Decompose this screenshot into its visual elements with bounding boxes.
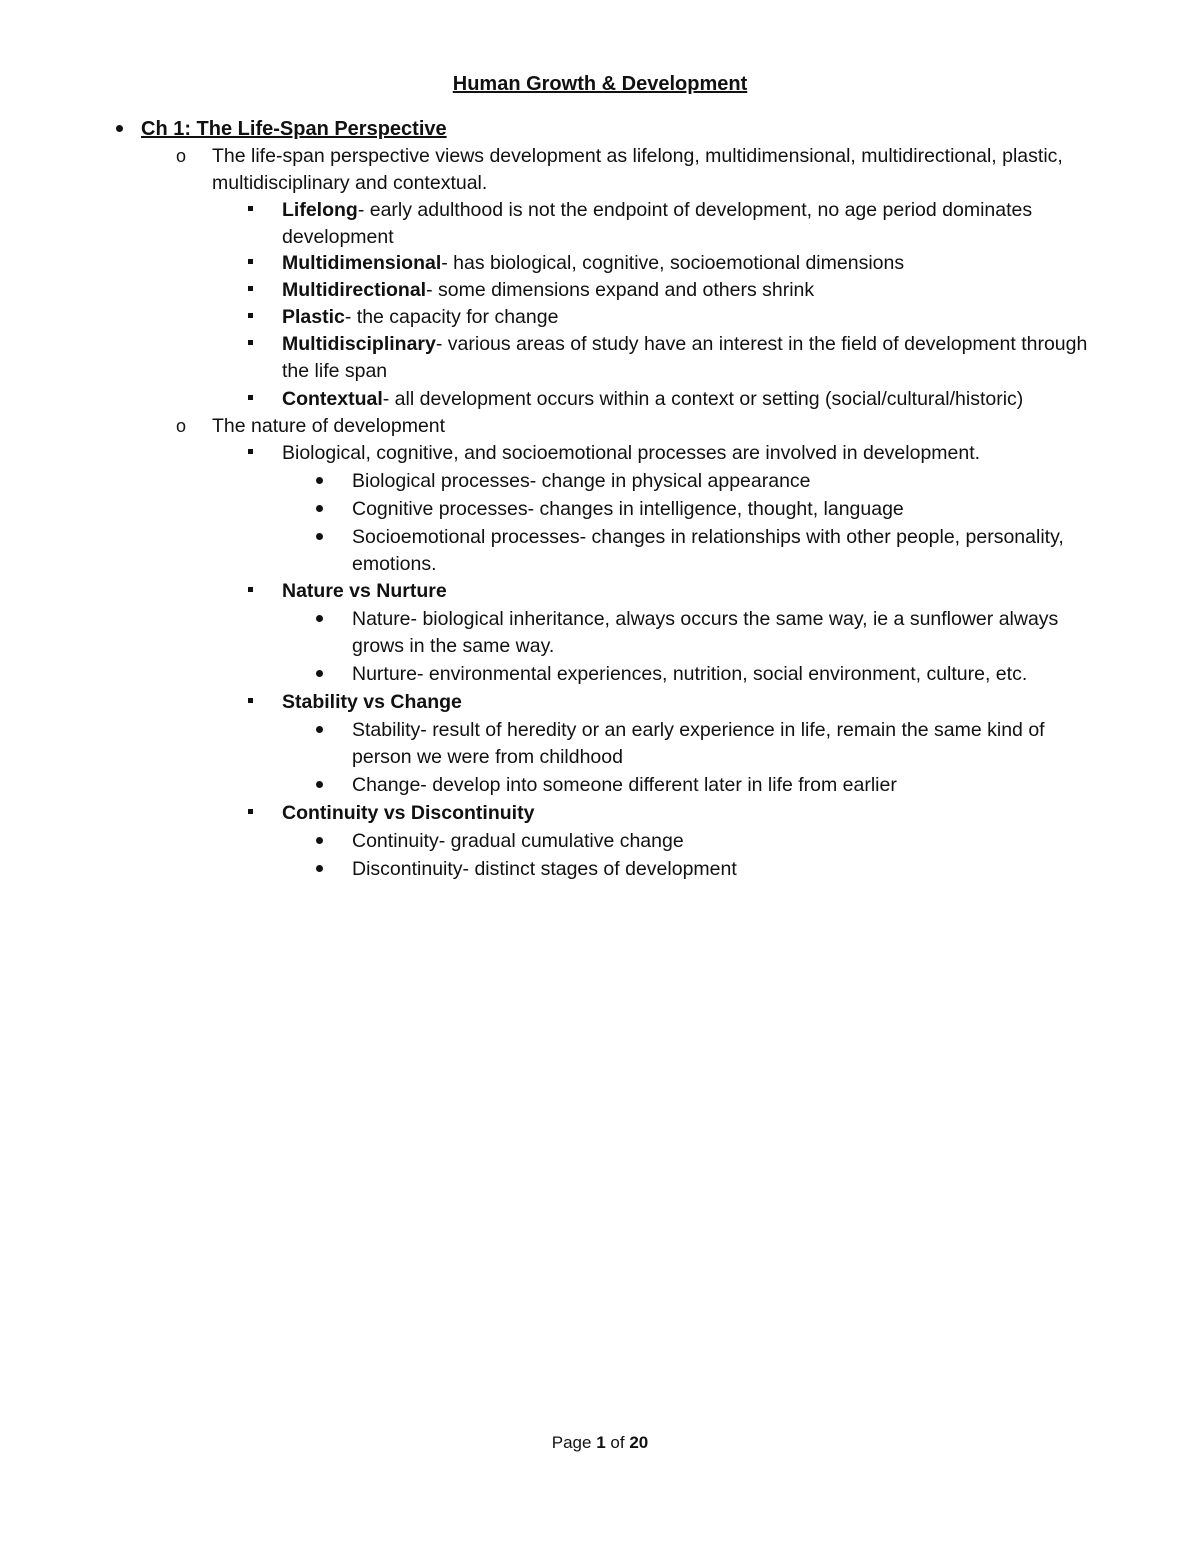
- page-title: Human Growth & Development: [452, 73, 748, 95]
- dot-bullet-icon: [316, 781, 323, 788]
- of-label: of: [610, 1433, 625, 1452]
- square-bullet-icon: [248, 698, 253, 703]
- lifelong-item: [282, 197, 1032, 223]
- circle-bullet-icon: o: [176, 416, 187, 436]
- contextual-desc: - all development occurs within a context or setting (social/cultural/historic): [382, 388, 1024, 410]
- dot-bullet-icon: [316, 505, 323, 512]
- square-bullet-icon: [248, 395, 253, 400]
- stability-item-cont: person we were from childhood: [352, 746, 623, 768]
- circle-bullet-icon: o: [176, 146, 187, 166]
- lifelong-term: Lifelong: [282, 199, 358, 221]
- dot-bullet-icon: [316, 533, 323, 540]
- dot-bullet-icon: [316, 477, 323, 484]
- plastic-item: [282, 304, 558, 330]
- multidimensional-item: [282, 250, 904, 276]
- plastic-term: Plastic: [282, 306, 345, 328]
- processes-intro: Biological, cognitive, and socioemotional processes are involved in development.: [282, 442, 981, 464]
- square-bullet-icon: [248, 340, 253, 345]
- nurture-item: Nurture- environmental experiences, nutrition, social environment, culture, etc.: [352, 663, 1028, 685]
- biological-processes: Biological processes- change in physical appearance: [352, 470, 811, 492]
- socioemotional-processes-cont: emotions.: [352, 553, 437, 575]
- square-bullet-icon: [248, 449, 253, 454]
- lifelong-desc-cont: development: [282, 226, 394, 248]
- nature-nurture-heading: Nature vs Nurture: [282, 580, 447, 602]
- page-label: Page: [551, 1433, 592, 1452]
- chapter-heading: Ch 1: The Life-Span Perspective: [141, 118, 447, 140]
- multidisciplinary-desc-cont: the life span: [282, 360, 388, 382]
- nature-item: Nature- biological inheritance, always occurs the same way, ie a sunflower always: [352, 608, 1059, 630]
- continuity-heading: Continuity vs Discontinuity: [282, 802, 535, 824]
- dot-bullet-icon: [316, 837, 323, 844]
- multidimensional-desc: - has biological, cognitive, socioemotional dimensions: [441, 252, 905, 274]
- multidirectional-desc: - some dimensions expand and others shrink: [426, 279, 815, 301]
- multidimensional-term: Multidimensional: [282, 252, 442, 274]
- multidisciplinary-desc: - various areas of study have an interest in the field of development through: [435, 333, 1088, 355]
- square-bullet-icon: [248, 587, 253, 592]
- multidirectional-item: [282, 277, 814, 303]
- change-item: Change- develop into someone different later in life from earlier: [352, 774, 897, 796]
- dot-bullet-icon: [316, 726, 323, 733]
- dot-bullet-icon: [316, 670, 323, 677]
- multidisciplinary-term: Multidisciplinary: [282, 333, 436, 355]
- multidirectional-term: Multidirectional: [282, 279, 427, 301]
- multidisciplinary-item: [282, 331, 1087, 357]
- lifelong-desc: - early adulthood is not the endpoint of development, no age period dominates: [357, 199, 1033, 221]
- dot-bullet-icon: [316, 865, 323, 872]
- discontinuity-item: Discontinuity- distinct stages of development: [352, 858, 737, 880]
- continuity-item: Continuity- gradual cumulative change: [352, 830, 684, 852]
- dot-bullet-icon: [316, 615, 323, 622]
- contextual-term: Contextual: [282, 388, 383, 410]
- nature-item-cont: grows in the same way.: [352, 635, 555, 657]
- total-pages: 20: [629, 1433, 649, 1452]
- cognitive-processes: Cognitive processes- changes in intelligence, thought, language: [352, 498, 904, 520]
- page-footer: [0, 1432, 1200, 1454]
- plastic-desc: - the capacity for change: [344, 306, 559, 328]
- page-number: 1: [596, 1433, 606, 1452]
- nature-of-development-heading: The nature of development: [212, 415, 446, 437]
- square-bullet-icon: [248, 259, 253, 264]
- stability-change-heading: Stability vs Change: [282, 691, 462, 713]
- square-bullet-icon: [248, 313, 253, 318]
- intro-line-2: multidisciplinary and contextual.: [212, 172, 488, 194]
- square-bullet-icon: [248, 809, 253, 814]
- intro-line-1: The life-span perspective views development as lifelong, multidimensional, multidirectional, plastic,: [212, 145, 1063, 167]
- stability-item: Stability- result of heredity or an early experience in life, remain the same kind of: [352, 719, 1045, 741]
- square-bullet-icon: [248, 206, 253, 211]
- socioemotional-processes: Socioemotional processes- changes in relationships with other people, personality,: [352, 526, 1064, 548]
- chapter-bullet-icon: [116, 125, 123, 132]
- square-bullet-icon: [248, 286, 253, 291]
- contextual-item: [282, 386, 1023, 412]
